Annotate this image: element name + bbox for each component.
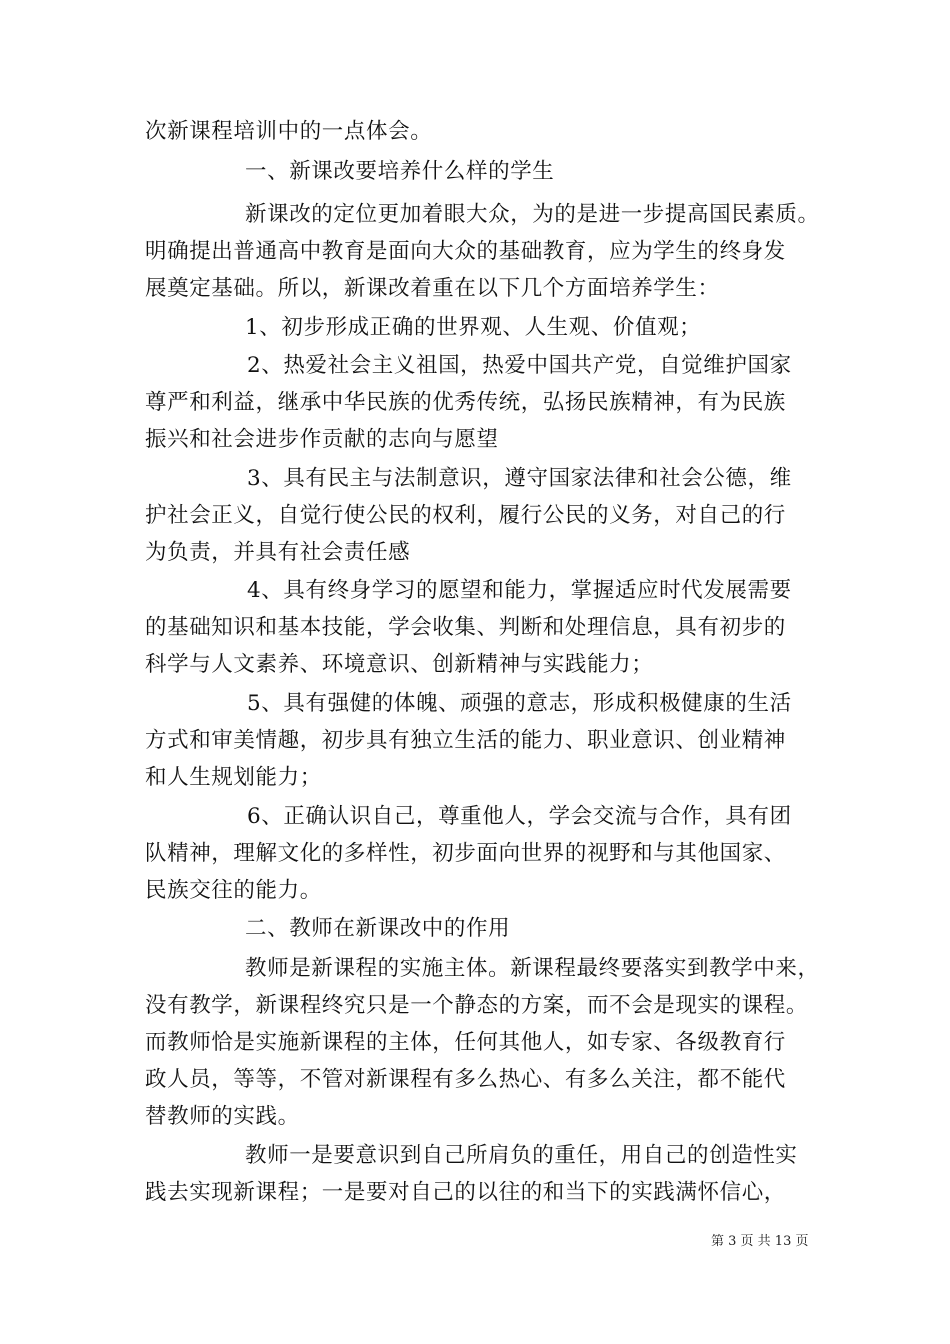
list-item-line: 6、正确认识自己，尊重他人，学会交流与合作，具有团: [247, 804, 792, 829]
list-item-line: 为负责，并具有社会责任感: [145, 540, 411, 565]
list-item-line: 振兴和社会进步作贡献的志向与愿望: [145, 427, 499, 452]
paragraph-line: 没有教学，新课程终究只是一个静态的方案，而不会是现实的课程。: [145, 993, 809, 1018]
page-number-footer: 第 3 页 共 13 页: [711, 1234, 809, 1249]
section-heading: 二、教师在新课改中的作用: [245, 916, 511, 941]
list-item-line: 1、初步形成正确的世界观、人生观、价值观；: [245, 315, 702, 340]
list-item-line: 护社会正义，自觉行使公民的权利，履行公民的义务，对自己的行: [145, 503, 786, 528]
section-heading: 一、新课改要培养什么样的学生: [245, 159, 555, 184]
paragraph-line: 而教师恰是实施新课程的主体，任何其他人，如专家、各级教育行: [145, 1030, 786, 1055]
list-item-line: 3、具有民主与法制意识，遵守国家法律和社会公德，维: [247, 466, 792, 491]
paragraph-line: 次新课程培训中的一点体会。: [145, 119, 433, 144]
list-item-line: 和人生规划能力；: [145, 765, 322, 790]
paragraph-line: 新课改的定位更加着眼大众，为的是进一步提高国民素质。: [245, 202, 820, 227]
list-item-line: 5、具有强健的体魄、顽强的意志，形成积极健康的生活: [247, 691, 792, 716]
list-item-line: 尊严和利益，继承中华民族的优秀传统，弘扬民族精神，有为民族: [145, 390, 786, 415]
paragraph-line: 教师一是要意识到自己所肩负的重任，用自己的创造性实: [245, 1143, 798, 1168]
list-item-line: 方式和审美情趣，初步具有独立生活的能力、职业意识、创业精神: [145, 728, 786, 753]
paragraph-line: 替教师的实践。: [145, 1104, 300, 1129]
list-item-line: 科学与人文素养、环境意识、创新精神与实践能力；: [145, 652, 654, 677]
paragraph-line: 展奠定基础。所以，新课改着重在以下几个方面培养学生：: [145, 276, 720, 301]
list-item-line: 民族交往的能力。: [145, 878, 322, 903]
paragraph-line: 践去实现新课程；一是要对自己的以往的和当下的实践满怀信心，: [145, 1180, 786, 1205]
list-item-line: 的基础知识和基本技能，学会收集、判断和处理信息，具有初步的: [145, 615, 786, 640]
paragraph-line: 政人员，等等，不管对新课程有多么热心、有多么关注，都不能代: [145, 1067, 786, 1092]
list-item-line: 队精神，理解文化的多样性，初步面向世界的视野和与其他国家、: [145, 841, 786, 866]
list-item-line: 2、热爱社会主义祖国，热爱中国共产党，自觉维护国家: [247, 353, 792, 378]
list-item-line: 4、具有终身学习的愿望和能力，掌握适应时代发展需要: [247, 578, 792, 603]
paragraph-line: 教师是新课程的实施主体。新课程最终要落实到教学中来，: [245, 956, 820, 981]
paragraph-line: 明确提出普通高中教育是面向大众的基础教育，应为学生的终身发: [145, 239, 786, 264]
